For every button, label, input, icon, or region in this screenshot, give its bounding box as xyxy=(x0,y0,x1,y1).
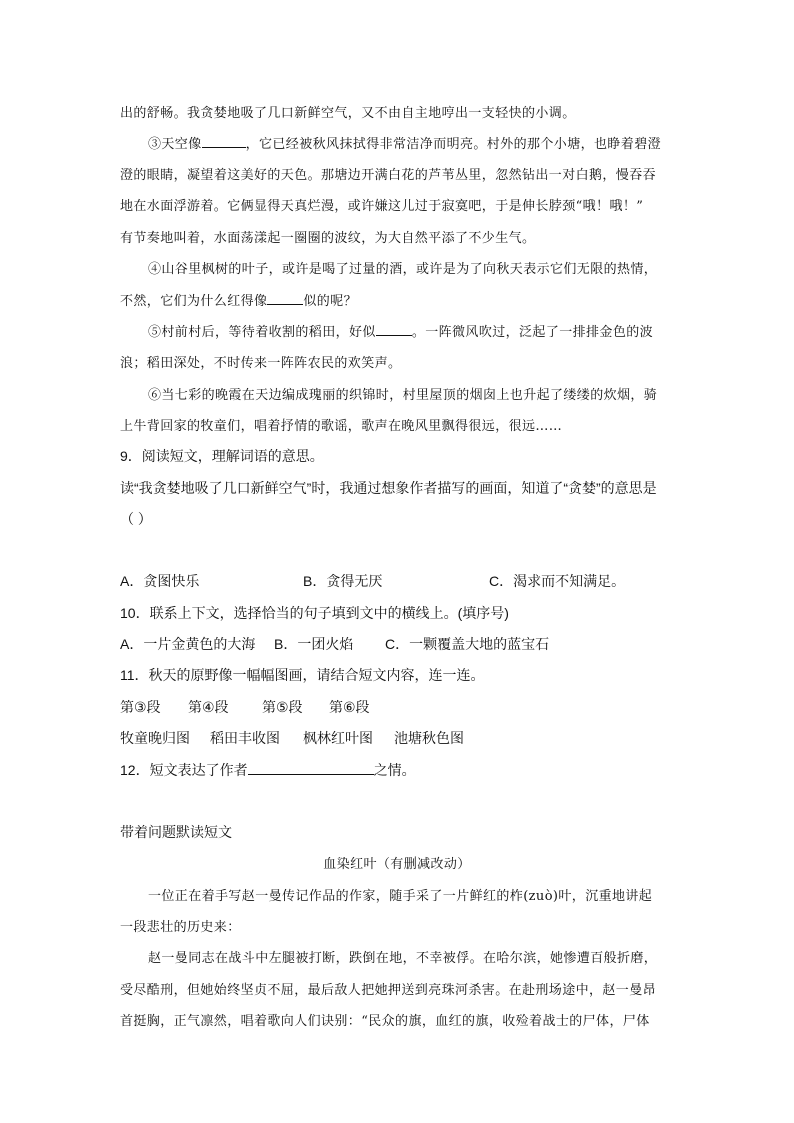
paragraph-6-line1: ⑥当七彩的晚霞在天边编成瑰丽的织锦时，村里屋顶的烟囱上也升起了缕缕的炊烟，骑 xyxy=(148,388,658,403)
question-11-paragraph-3[interactable]: 第③段 xyxy=(120,699,161,715)
paragraph-4-line2 xyxy=(120,290,357,309)
paragraph-5-line2: 浪；稻田深处，不时传来一阵阵农民的欢笑声。 xyxy=(120,356,402,371)
paragraph-3-line3: 地在水面浮游着。它俩显得天真烂漫，或许嫌这儿过于寂寞吧，于是伸长脖颈“哦！哦！” xyxy=(120,199,644,214)
question-10-option-b[interactable]: B．一团火焰 xyxy=(274,636,354,652)
paragraph-6-line2: 上牛背回家的牧童们，唱着抒情的歌谣，歌声在晚风里飘得很远，很远…… xyxy=(120,419,563,434)
fill-blank-2[interactable] xyxy=(267,292,303,305)
question-12-text-b: 之情。 xyxy=(373,762,416,778)
question-11-picture-4[interactable]: 池塘秋色图 xyxy=(394,730,464,746)
fill-blank-1[interactable] xyxy=(202,135,246,148)
paragraph-5-line1 xyxy=(148,321,653,340)
fill-blank-3[interactable] xyxy=(376,323,412,336)
paragraph-4-line1: ④山谷里枫树的叶子，或许是喝了过量的酒，或许是为了向秋天表示它们无限的热情， xyxy=(148,262,658,277)
question-10-option-c[interactable]: C．一颗覆盖大地的蓝宝石 xyxy=(385,636,550,652)
paragraph-5-text-a: ⑤村前村后，等待着收割的稻田，好似 xyxy=(148,325,376,340)
paragraph-3-line1 xyxy=(148,133,661,152)
question-11-paragraph-6[interactable]: 第⑥段 xyxy=(329,699,370,715)
question-11-picture-1[interactable]: 牧童晚归图 xyxy=(120,730,190,746)
question-12 xyxy=(120,760,416,780)
question-9-title: 9．阅读短文，理解词语的意思。 xyxy=(120,448,324,464)
question-11-title: 11．秋天的原野像一幅幅图画，请结合短文内容，连一连。 xyxy=(120,667,485,683)
question-11-paragraph-4[interactable]: 第④段 xyxy=(188,699,229,715)
paragraph-4-text-a: 不然，它们为什么红得像 xyxy=(120,294,268,309)
question-11-paragraph-5[interactable]: 第⑤段 xyxy=(262,699,303,715)
paragraph-4-text-b: 似的呢？ xyxy=(303,294,358,309)
question-11-picture-3[interactable]: 枫林红叶图 xyxy=(303,730,373,746)
story2-paragraph-1-line2: 一段悲壮的历史来： xyxy=(120,920,241,935)
paragraph-3-text-a: ③天空像 xyxy=(148,137,202,152)
paragraph-3-line4: 有节奏地叫着，水面荡漾起一圈圈的波纹，为大自然平添了不少生气。 xyxy=(120,231,536,246)
question-10-title: 10．联系上下文，选择恰当的句子填到文中的横线上。(填序号) xyxy=(120,605,509,621)
paragraph-5-text-b: 。一阵微风吹过，泛起了一排排金色的波 xyxy=(411,325,654,340)
question-11-picture-2[interactable]: 稻田丰收图 xyxy=(210,730,280,746)
story1-line: 出的舒畅。我贪婪地吸了几口新鲜空气，又不由自主地哼出一支轻快的小调。 xyxy=(120,106,576,121)
story2-paragraph-2-line3: 首挺胸，正气凛然，唱着歌向人们诀别：“民众的旗，血红的旗，收殓着战士的尸体，尸体 xyxy=(120,1014,650,1029)
story2-paragraph-2-line1: 赵一曼同志在战斗中左腿被打断，跌倒在地，不幸被俘。在哈尔滨，她惨遭百般折磨， xyxy=(148,951,658,966)
story-title: 血染红叶（有删减改动） xyxy=(323,857,471,872)
question-10-option-a[interactable]: A．一片金黄色的大海 xyxy=(120,636,256,652)
question-12-text-a: 12．短文表达了作者 xyxy=(120,762,248,778)
question-9-option-a[interactable]: A．贪图快乐 xyxy=(120,573,200,589)
question-9-text: 读“我贪婪地吸了几口新鲜空气”时，我通过想象作者描写的画面，知道了“贪婪”的意思是 xyxy=(120,480,657,496)
paragraph-3-text-b: ，它已经被秋风抹拭得非常洁净而明亮。村外的那个小塘，也睁着碧澄 xyxy=(245,137,662,152)
story2-paragraph-2-line2: 受尽酷刑，但她始终坚贞不屈，最后敌人把她押送到亮珠河杀害。在赴刑场途中，赵一曼昂 xyxy=(120,983,657,998)
story2-paragraph-1-line1: 一位正在着手写赵一曼传记作品的作家，随手采了一片鲜红的柞(zuò)叶，沉重地讲起 xyxy=(148,889,653,904)
reading-instruction: 带着问题默读短文 xyxy=(120,824,232,840)
question-9-answer-paren[interactable]: （ ） xyxy=(120,511,152,527)
question-12-blank[interactable] xyxy=(248,762,374,775)
question-9-option-c[interactable]: C．渴求而不知满足。 xyxy=(489,573,626,589)
question-9-option-b[interactable]: B．贪得无厌 xyxy=(303,573,383,589)
paragraph-3-line2: 澄的眼睛，凝望着这美好的天色。那塘边开满白花的芦苇丛里，忽然钻出一对白鹅，慢吞吞 xyxy=(120,168,657,183)
